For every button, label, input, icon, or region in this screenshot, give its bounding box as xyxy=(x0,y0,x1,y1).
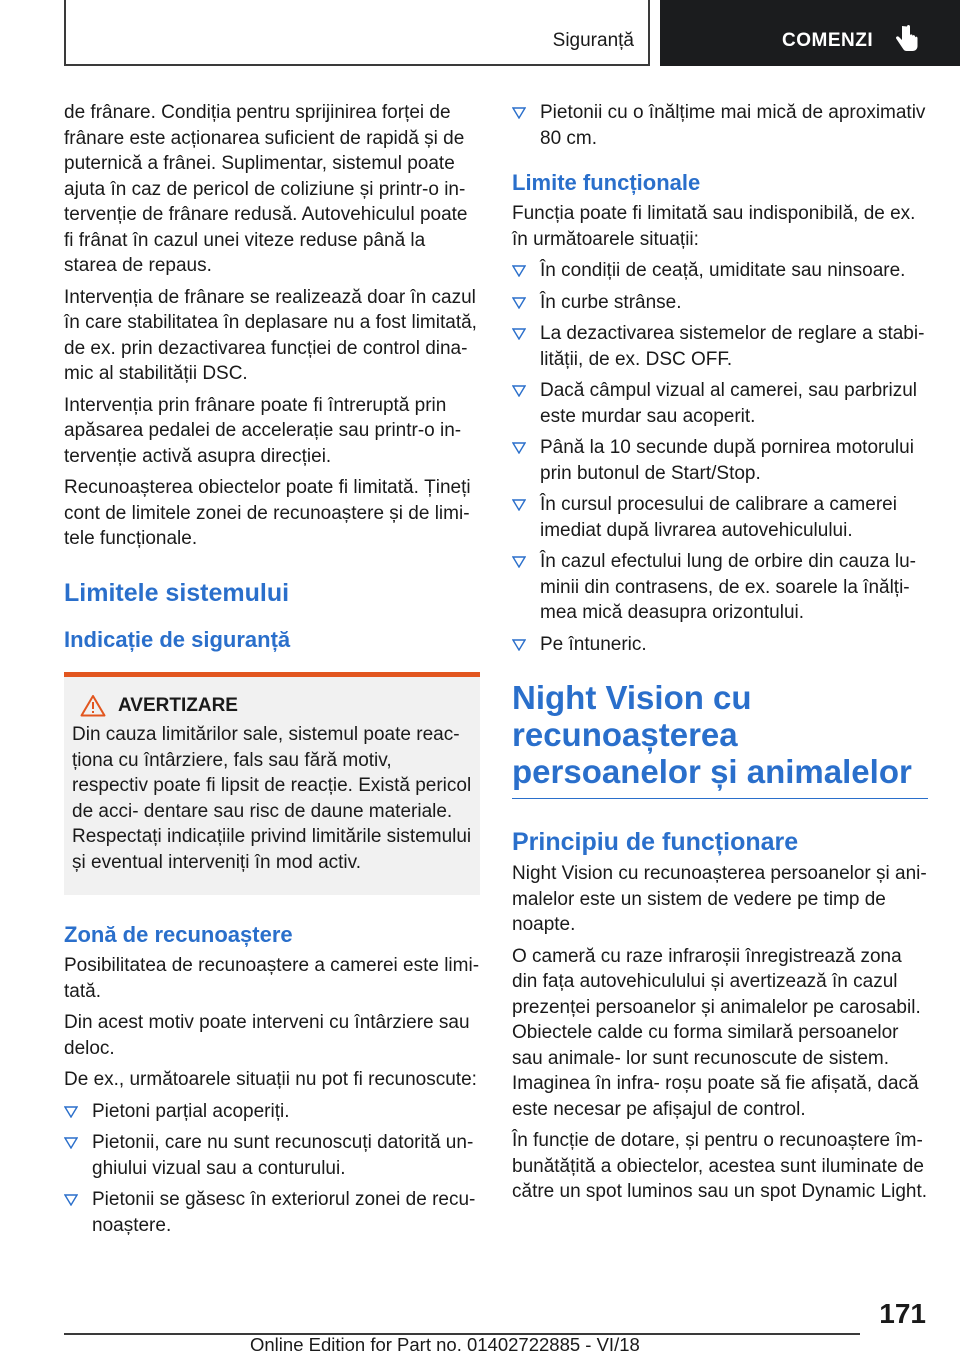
list-item: Pietoni parțial acoperiți. xyxy=(64,1099,480,1125)
list-item: Pietonii, care nu sunt recunoscuți datorită un‐ ghiului vizual sau a conturului. xyxy=(64,1130,480,1181)
paragraph: de frânare. Condiția pentru sprijinirea forței de frânare este acționarea suficient de rapidă și de puternică a frânei. Suplimentar, sistemul poate ajuta în caz de pericol de coliziune și printr-o in‐ tervenție de frânare redusă. Autovehiculul poate fi frânat în cazul unei viteze reduse până la starea de repaus. xyxy=(64,102,468,276)
warning-triangle-icon xyxy=(80,694,106,717)
bullet-triangle-icon xyxy=(512,385,526,397)
list-item: În cazul efectului lung de orbire din cauza lu‐ minii din contrasens, de ex. soarele la înălți‐ mea mică deasupra orizontului. xyxy=(512,549,928,626)
subheading-functional-limits: Limite funcționale xyxy=(512,170,701,195)
bullet-triangle-icon xyxy=(64,1194,78,1206)
section-title: Siguranță xyxy=(552,30,634,51)
subheading-safety-note: Indicație de siguranță xyxy=(64,626,291,652)
list-item: Pe întuneric. xyxy=(512,632,928,658)
bullet-triangle-icon xyxy=(512,639,526,651)
bullet-triangle-icon xyxy=(64,1106,78,1118)
list-item: În condiții de ceață, umiditate sau ninsoare. xyxy=(512,258,928,284)
bullet-list xyxy=(512,258,928,657)
subheading-principle: Principiu de funcționare xyxy=(512,828,799,856)
bullet-triangle-icon xyxy=(512,107,526,119)
list-item: În cursul procesului de calibrare a camerei imediat după livrarea autovehiculului. xyxy=(512,492,928,543)
bullet-triangle-icon xyxy=(64,1137,78,1149)
subheading-recognition-zone: Zonă de recunoaștere xyxy=(64,922,293,947)
paragraph: Night Vision cu recunoașterea persoanelor și ani‐ malelor este un sistem de vedere pe timp de noapte. xyxy=(512,863,927,935)
list-item: În curbe strânse. xyxy=(512,290,928,316)
list-item: Dacă câmpul vizual al camerei, sau parbrizul este murdar sau acoperit. xyxy=(512,378,928,429)
page-header xyxy=(0,0,960,66)
paragraph: De ex., următoarele situații nu pot fi recunoscute: xyxy=(64,1069,477,1090)
paragraph: Intervenția prin frânare poate fi întreruptă prin apăsarea pedalei de accelerație sau printr-o in‐ tervenție activă asupra direcției. xyxy=(64,394,462,467)
page-number: 171 xyxy=(879,1298,926,1329)
chapter-heading-night-vision: Night Vision cu recunoașterea persoanelor și animalelor xyxy=(512,679,928,799)
bullet-triangle-icon xyxy=(512,556,526,568)
paragraph: Intervenția de frânare se realizează doar în cazul în care stabilitatea în deplasare nu a fost limitată, de ex. prin dezactivarea funcției de control dina‐ mic al stabilității DSC. xyxy=(64,286,477,384)
bullet-triangle-icon xyxy=(512,297,526,309)
paragraph: Posibilitatea de recunoaștere a camerei este limi‐ tată. xyxy=(64,955,480,1002)
bullet-list xyxy=(64,1099,480,1239)
list-item: Pietonii cu o înălțime mai mică de aproximativ 80 cm. xyxy=(512,100,928,151)
section-tab xyxy=(64,0,650,66)
warning-title: AVERTIZARE xyxy=(118,694,238,716)
paragraph: Din acest motiv poate interveni cu întârziere sau deloc. xyxy=(64,1012,470,1059)
warning-text: Din cauza limitărilor sale, sistemul poate reac‐ ționa cu întârziere, fals sau fără motiv, respectiv poate fi lipsit de reacție. Există pericol de acci‐ dentare sau risc de daune materiale. Respectați indicațiile privind limitările sistemului și eventual interveniți în mod activ. xyxy=(72,724,472,873)
list-item: La dezactivarea sistemelor de reglare a stabi‐ lității, de ex. DSC OFF. xyxy=(512,321,928,372)
right-column xyxy=(512,100,928,1211)
chapter-tab xyxy=(660,0,960,66)
chapter-title: COMENZI xyxy=(782,30,874,51)
bullet-triangle-icon xyxy=(512,442,526,454)
bullet-list xyxy=(512,100,928,151)
paragraph: Recunoașterea obiectelor poate fi limitată. Țineți cont de limitele zonei de recunoaștere și de limi‐ tele funcționale. xyxy=(64,477,471,549)
warning-box xyxy=(64,677,480,896)
list-item: Pietonii se găsesc în exteriorul zonei de recu‐ noaștere. xyxy=(64,1187,480,1238)
footer-edition: Online Edition for Part no. 01402722885 - VI/18 xyxy=(250,1334,640,1355)
section-heading-limits: Limitele sistemului xyxy=(64,578,290,607)
paragraph: Funcția poate fi limitată sau indisponibilă, de ex. în următoarele situații: xyxy=(512,203,916,250)
list-item: Până la 10 secunde după pornirea motorului prin butonul de Start/Stop. xyxy=(512,435,928,486)
bullet-triangle-icon xyxy=(512,328,526,340)
paragraph: În funcție de dotare, și pentru o recunoaștere îm‐ bunătățită a obiectelor, acestea sunt iluminate de către un spot luminos sau un spot Dynamic Light. xyxy=(512,1130,928,1202)
paragraph: O cameră cu raze infraroșii înregistrează zona din fața autovehiculului și avertizează în cazul prezenței persoanelor și animalelor pe carosabil. Obiectele calde cu forma similară persoanelor sau animale‐ lor sunt recunoscute de sistem. Imaginea în infra‐ roșu poate să fie afișată, dacă este necesar pe afișajul de control. xyxy=(512,945,921,1120)
warning-header xyxy=(72,693,472,719)
hand-pointer-icon xyxy=(892,24,920,54)
bullet-triangle-icon xyxy=(512,265,526,277)
bullet-triangle-icon xyxy=(512,499,526,511)
left-column xyxy=(64,100,480,1244)
